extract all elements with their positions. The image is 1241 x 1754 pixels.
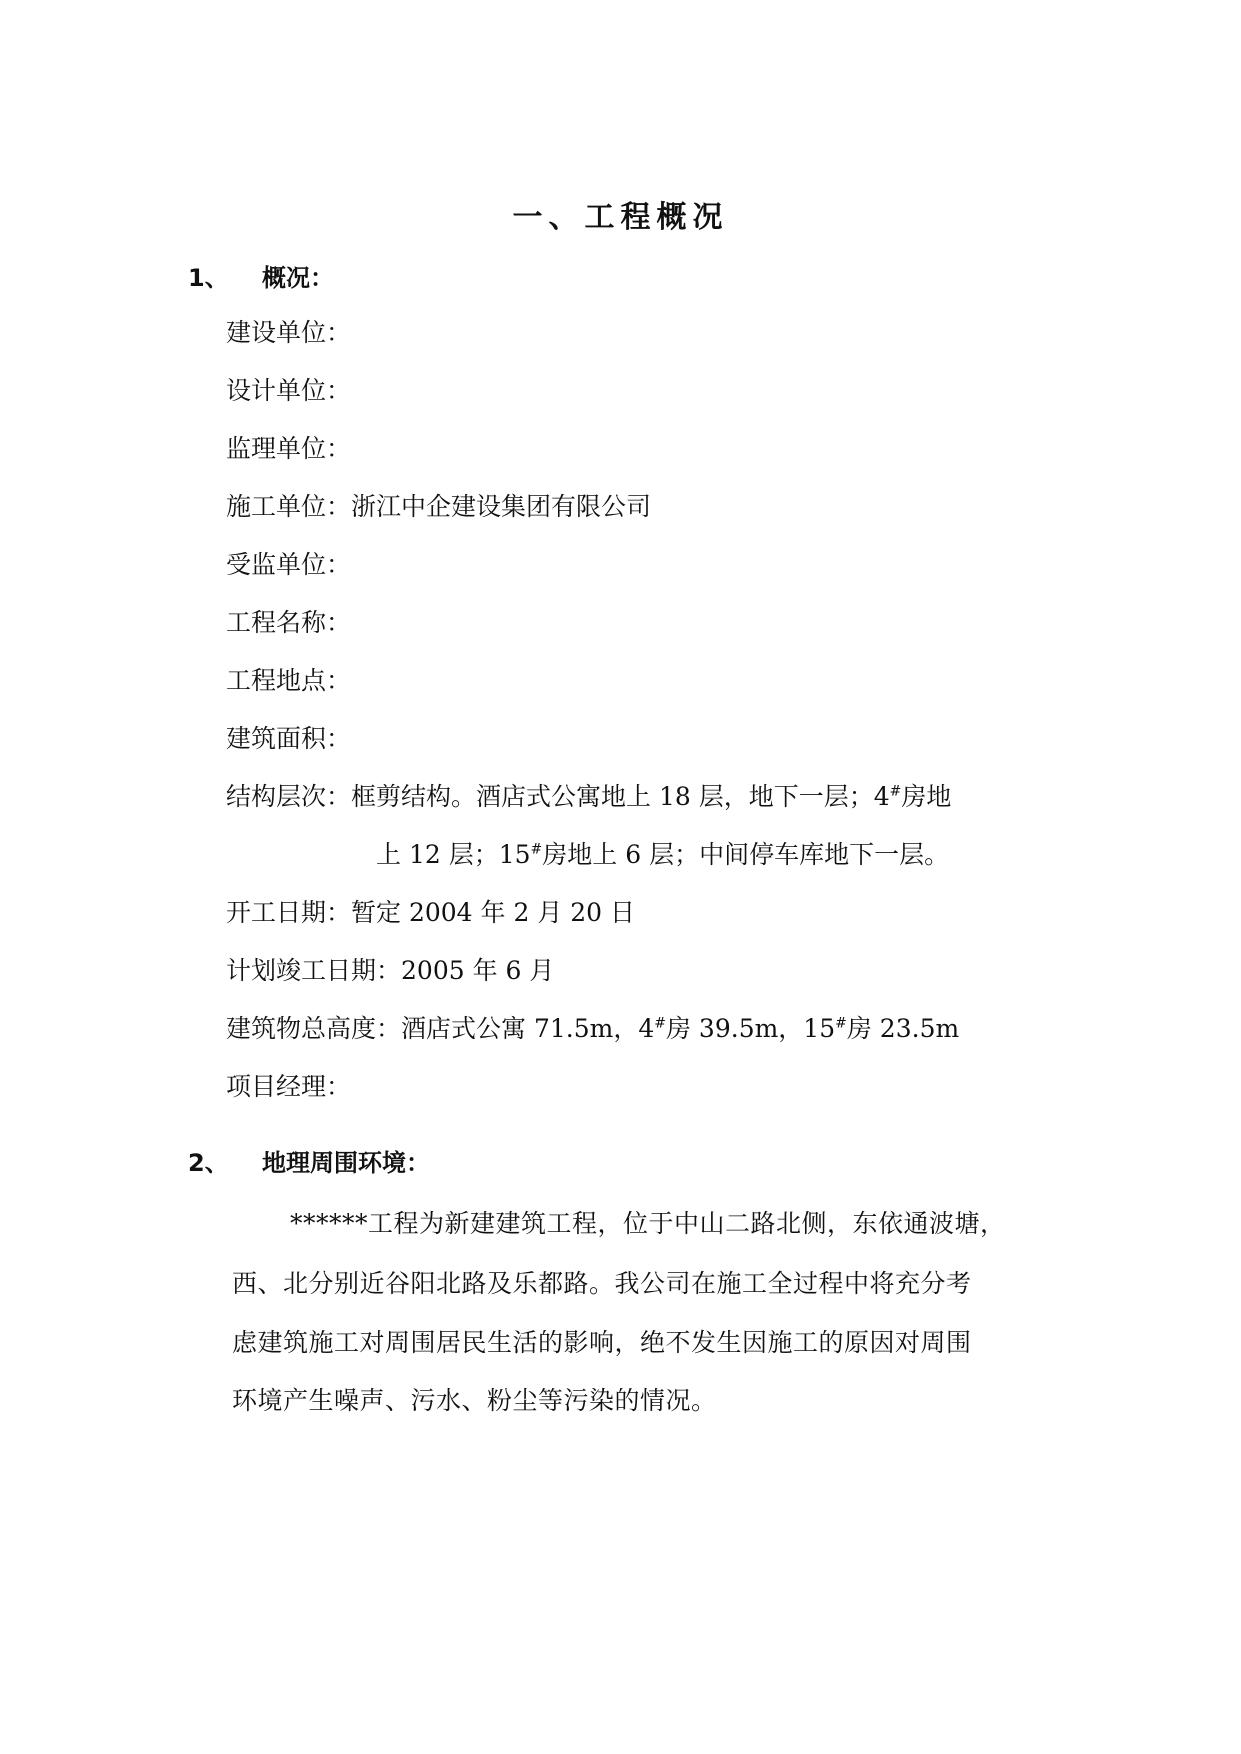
field-project-name-label: 工程名称： — [226, 608, 352, 637]
field-client — [226, 313, 351, 349]
section-1-title: 概况： — [262, 264, 334, 292]
field-contractor — [226, 487, 651, 523]
field-structure-line1 — [351, 782, 951, 811]
field-planned-completion-value: 2005 年 6 月 — [401, 956, 555, 985]
field-location-label: 工程地点： — [226, 666, 352, 695]
field-start-date-value: 暂定 2004 年 2 月 20 日 — [351, 898, 636, 927]
section-2-heading — [188, 1143, 430, 1178]
field-total-height-label: 建筑物总高度： — [226, 1014, 402, 1043]
section-2-number: 2、 — [188, 1149, 229, 1177]
total-height-sup1: # — [654, 1015, 666, 1032]
field-area — [226, 719, 351, 755]
total-height-sup2: # — [835, 1015, 847, 1032]
section-2-paragraph-line: 西、北分别近谷阳北路及乐都路。我公司在施工全过程中将充分考 — [232, 1269, 972, 1298]
field-client-label: 建设单位： — [226, 318, 352, 347]
section-1-heading — [188, 258, 334, 293]
field-total-height — [226, 1009, 959, 1045]
total-height-part3: 房 23.5m — [846, 1014, 960, 1043]
structure-line1-text-b: 房地 — [901, 782, 952, 811]
field-supervisor-label: 监理单位： — [226, 434, 352, 463]
field-start-date-label: 开工日期： — [226, 898, 352, 927]
section-1-number: 1、 — [188, 264, 229, 292]
section-2-paragraph-line: 虑建筑施工对周围居民生活的影响，绝不发生因施工的原因对周围 — [232, 1328, 972, 1357]
field-designer-label: 设计单位： — [226, 376, 352, 405]
page-title: 一、工程概况 — [512, 200, 729, 235]
field-contractor-value: 浙江中企建设集团有限公司 — [351, 492, 652, 521]
field-location — [226, 661, 351, 697]
field-planned-completion — [226, 951, 554, 987]
field-project-manager-label: 项目经理： — [226, 1072, 352, 1101]
structure-line2-sup: # — [530, 841, 543, 858]
section-2-paragraph-line: ******工程为新建建筑工程，位于中山二路北侧，东依通波塘， — [290, 1209, 1006, 1238]
field-supervised-label: 受监单位： — [226, 550, 352, 579]
field-project-name — [226, 603, 351, 639]
section-2-title: 地理周围环境： — [262, 1149, 430, 1177]
field-supervisor — [226, 429, 351, 465]
field-area-label: 建筑面积： — [226, 724, 352, 753]
total-height-part1: 酒店式公寓 71.5m，4 — [401, 1014, 655, 1043]
field-structure — [226, 777, 951, 813]
field-start-date — [226, 893, 635, 929]
structure-line2-text-a: 上 12 层；15 — [376, 840, 531, 869]
field-supervised — [226, 545, 351, 581]
section-2-paragraph-line: 环境产生噪声、污水、粉尘等污染的情况。 — [232, 1386, 717, 1415]
structure-line1-sup: # — [889, 783, 902, 800]
field-structure-label: 结构层次： — [226, 782, 352, 811]
structure-line2-text-b: 房地上 6 层；中间停车库地下一层。 — [542, 840, 950, 869]
total-height-part2: 房 39.5m，15 — [665, 1014, 836, 1043]
field-contractor-label: 施工单位： — [226, 492, 352, 521]
field-designer — [226, 371, 351, 407]
field-structure-line2 — [376, 835, 949, 871]
field-total-height-value — [401, 1014, 959, 1043]
field-planned-completion-label: 计划竣工日期： — [226, 956, 402, 985]
field-project-manager — [226, 1067, 351, 1103]
structure-line1-text-a: 框剪结构。酒店式公寓地上 18 层，地下一层；4 — [351, 782, 890, 811]
